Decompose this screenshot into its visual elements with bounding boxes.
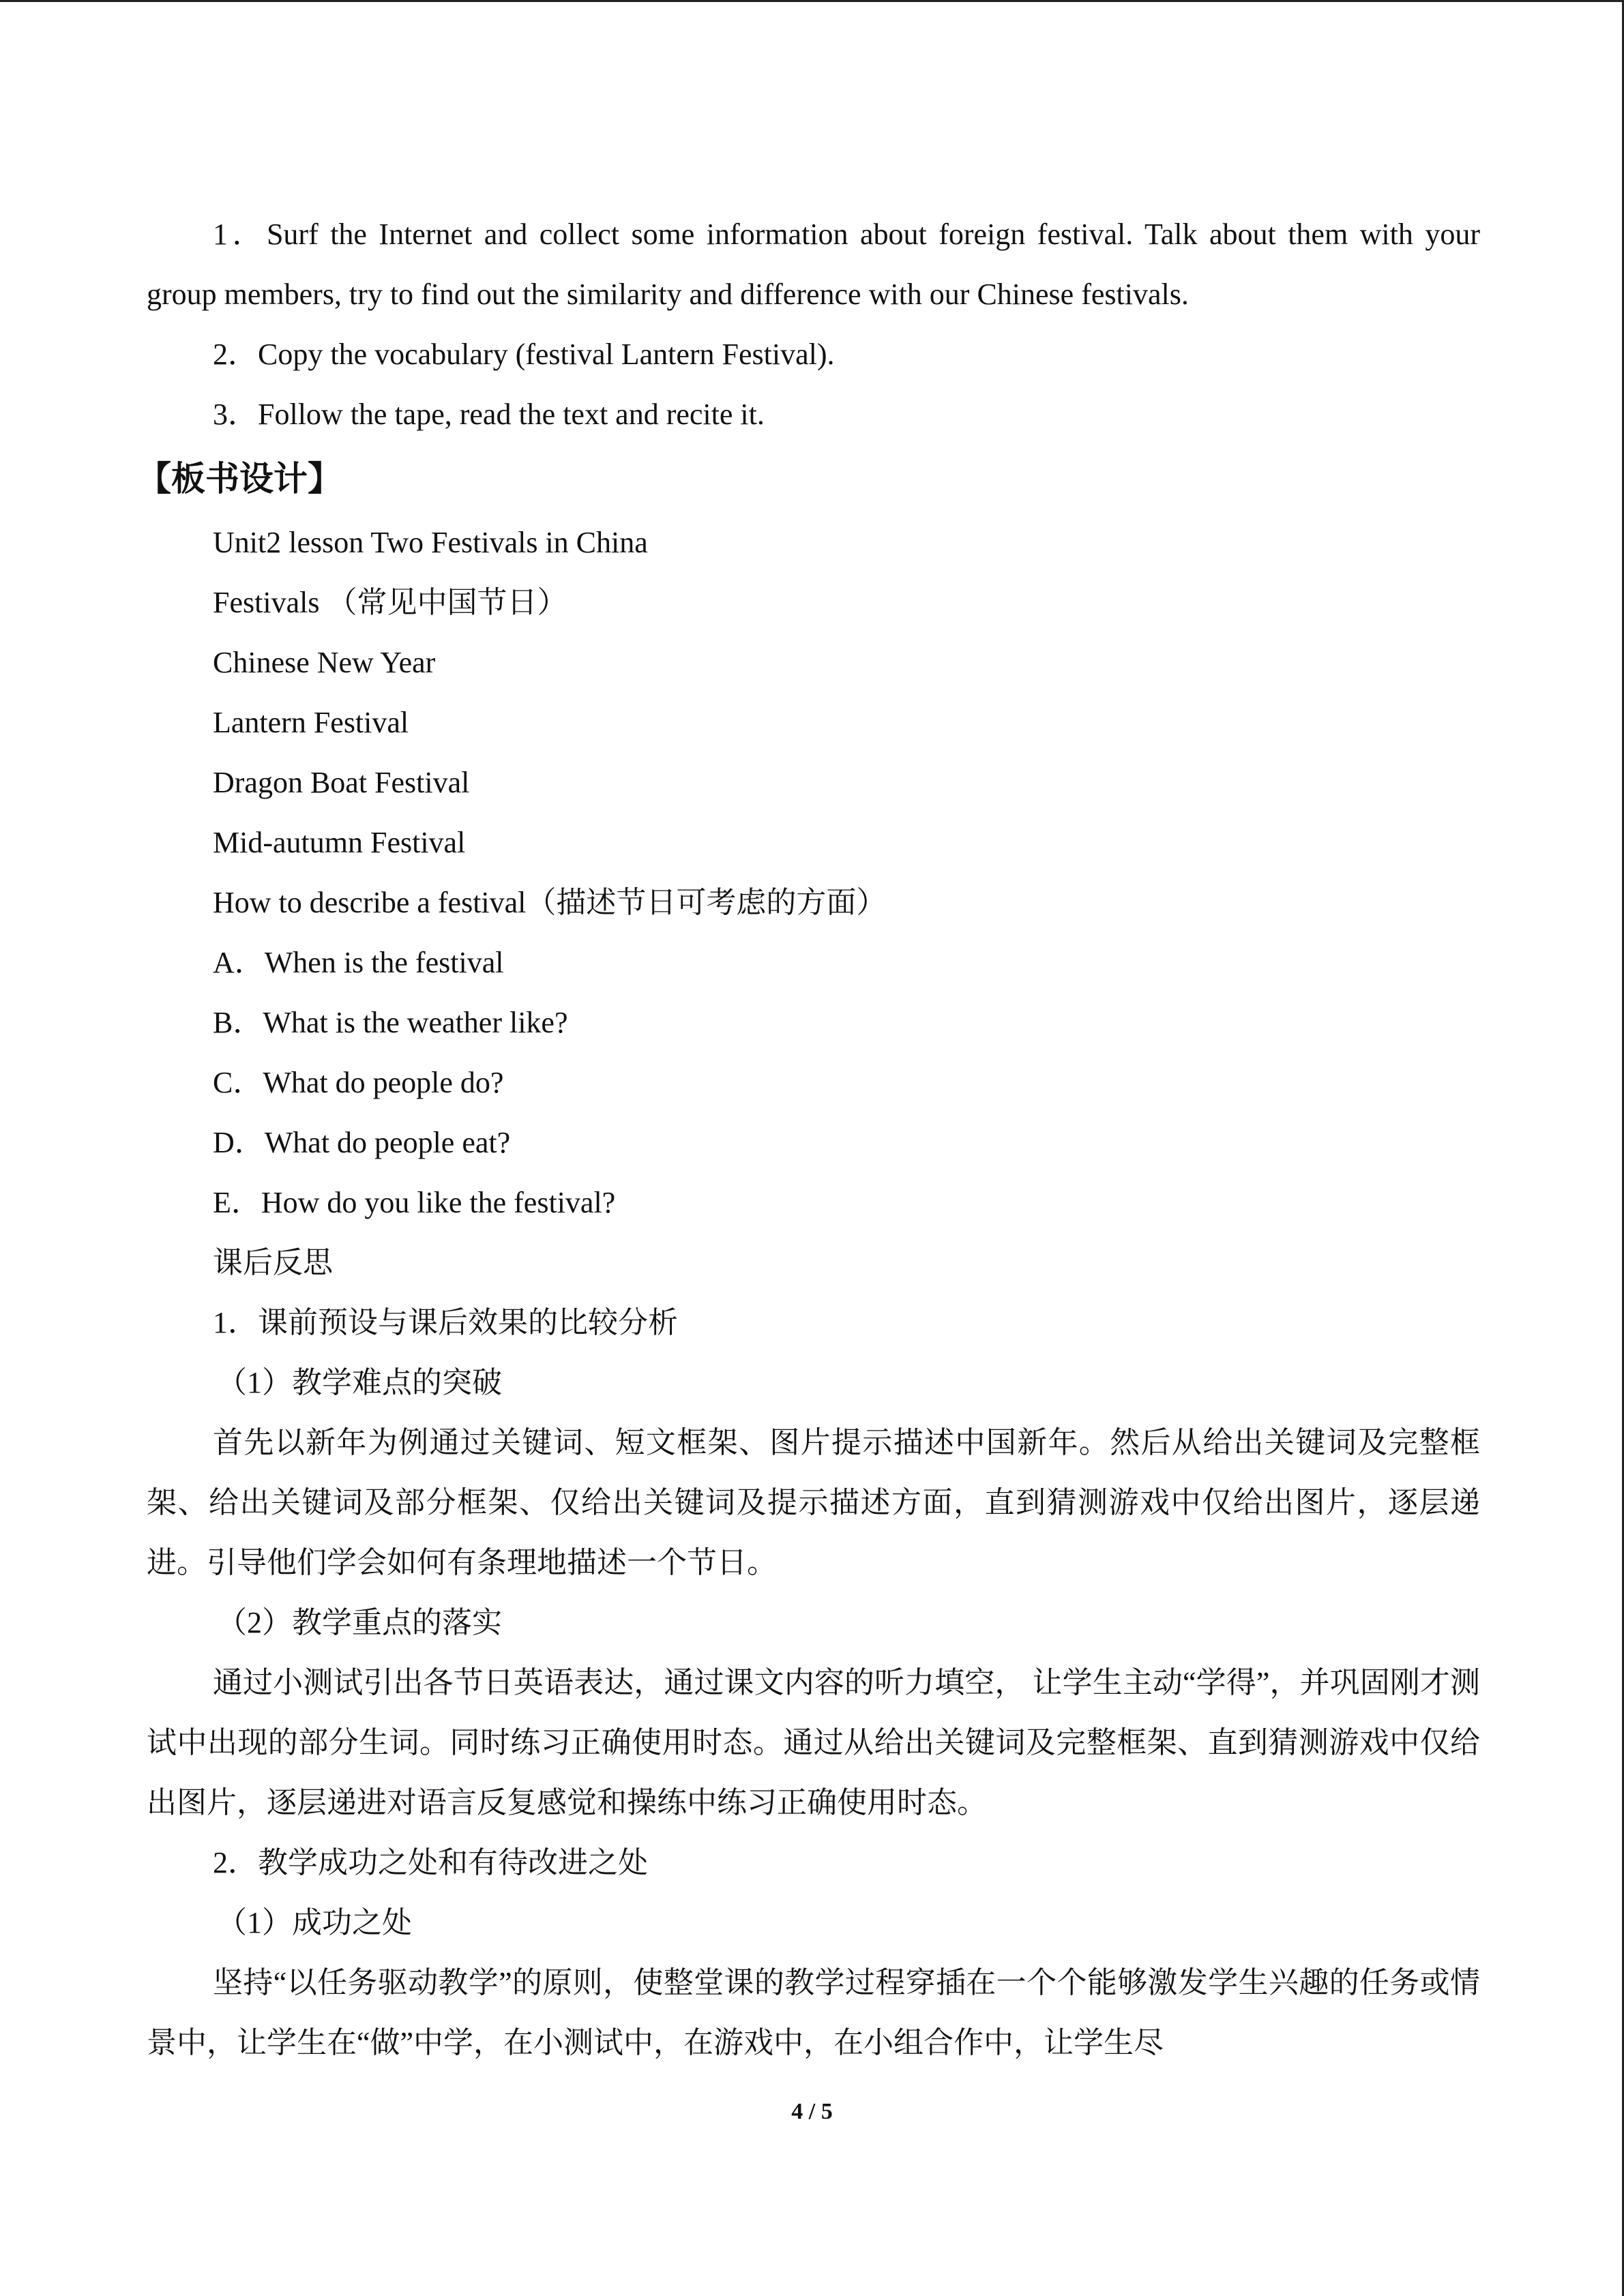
section-2-sub-1-title: （1）成功之处 [217, 1906, 412, 1939]
question-item: C．What do people do? [213, 1066, 504, 1099]
section-2-sub-1-text: 坚持“以任务驱动教学”的原则，使整堂课的教学过程穿插在一个个能够激发学生兴趣的任务或情景中，让学生在“做”中学，在小测试中，在游戏中，在小组合作中，让学生尽 [147, 1966, 1480, 2059]
festival-item: Mid-autumn Festival [213, 826, 466, 859]
homework-item-1: 1．Surf the Internet and collect some information about foreign festival. Talk about them with your group members, try to find out the similarity and difference with our Chinese festivals. [147, 218, 1480, 311]
section-1-sub-1-title: （1）教学难点的突破 [217, 1366, 502, 1399]
reflection-title: 课后反思 [213, 1246, 333, 1279]
question-item: A．When is the festival [213, 946, 504, 979]
top-border [0, 0, 1624, 2]
page-number: 4 / 5 [791, 2099, 833, 2124]
section-1-sub-2-title: （2）教学重点的落实 [217, 1606, 502, 1639]
festival-item: Chinese New Year [213, 646, 436, 679]
section-2-title: 2．教学成功之处和有待改进之处 [213, 1846, 648, 1879]
section-1-sub-2-text: 通过小测试引出各节日英语表达，通过课文内容的听力填空， 让学生主动“学得”，并巩固刚才测试中出现的部分生词。同时练习正确使用时态。通过从给出关键词及完整框架、直到猜测游戏中仅给出图片，逐层递进对语言反复感觉和操练中练习正确使用时态。 [147, 1666, 1480, 1819]
board-design-heading: 【板书设计】 [137, 459, 342, 498]
festivals-label: Festivals （常见中国节日） [213, 586, 567, 619]
question-item: D．What do people eat? [213, 1126, 511, 1159]
section-1-title: 1．课前预设与课后效果的比较分析 [213, 1306, 678, 1339]
homework-item-3: 3．Follow the tape, read the text and recite it. [213, 398, 765, 431]
festival-item: Lantern Festival [213, 706, 409, 739]
board-title: Unit2 lesson Two Festivals in China [213, 526, 648, 559]
section-1-sub-1-text: 首先以新年为例通过关键词、短文框架、图片提示描述中国新年。然后从给出关键词及完整框架、给出关键词及部分框架、仅给出关键词及提示描述方面，直到猜测游戏中仅给出图片，逐层递进。引导他们学会如何有条理地描述一个节日。 [147, 1426, 1480, 1579]
homework-item-2: 2．Copy the vocabulary (festival Lantern Festival). [213, 338, 835, 371]
document-page [137, 205, 1480, 2073]
festival-item: Dragon Boat Festival [213, 766, 470, 799]
question-item: B．What is the weather like? [213, 1006, 568, 1039]
describe-label: How to describe a festival（描述节日可考虑的方面） [213, 886, 887, 919]
question-item: E．How do you like the festival? [213, 1186, 616, 1219]
